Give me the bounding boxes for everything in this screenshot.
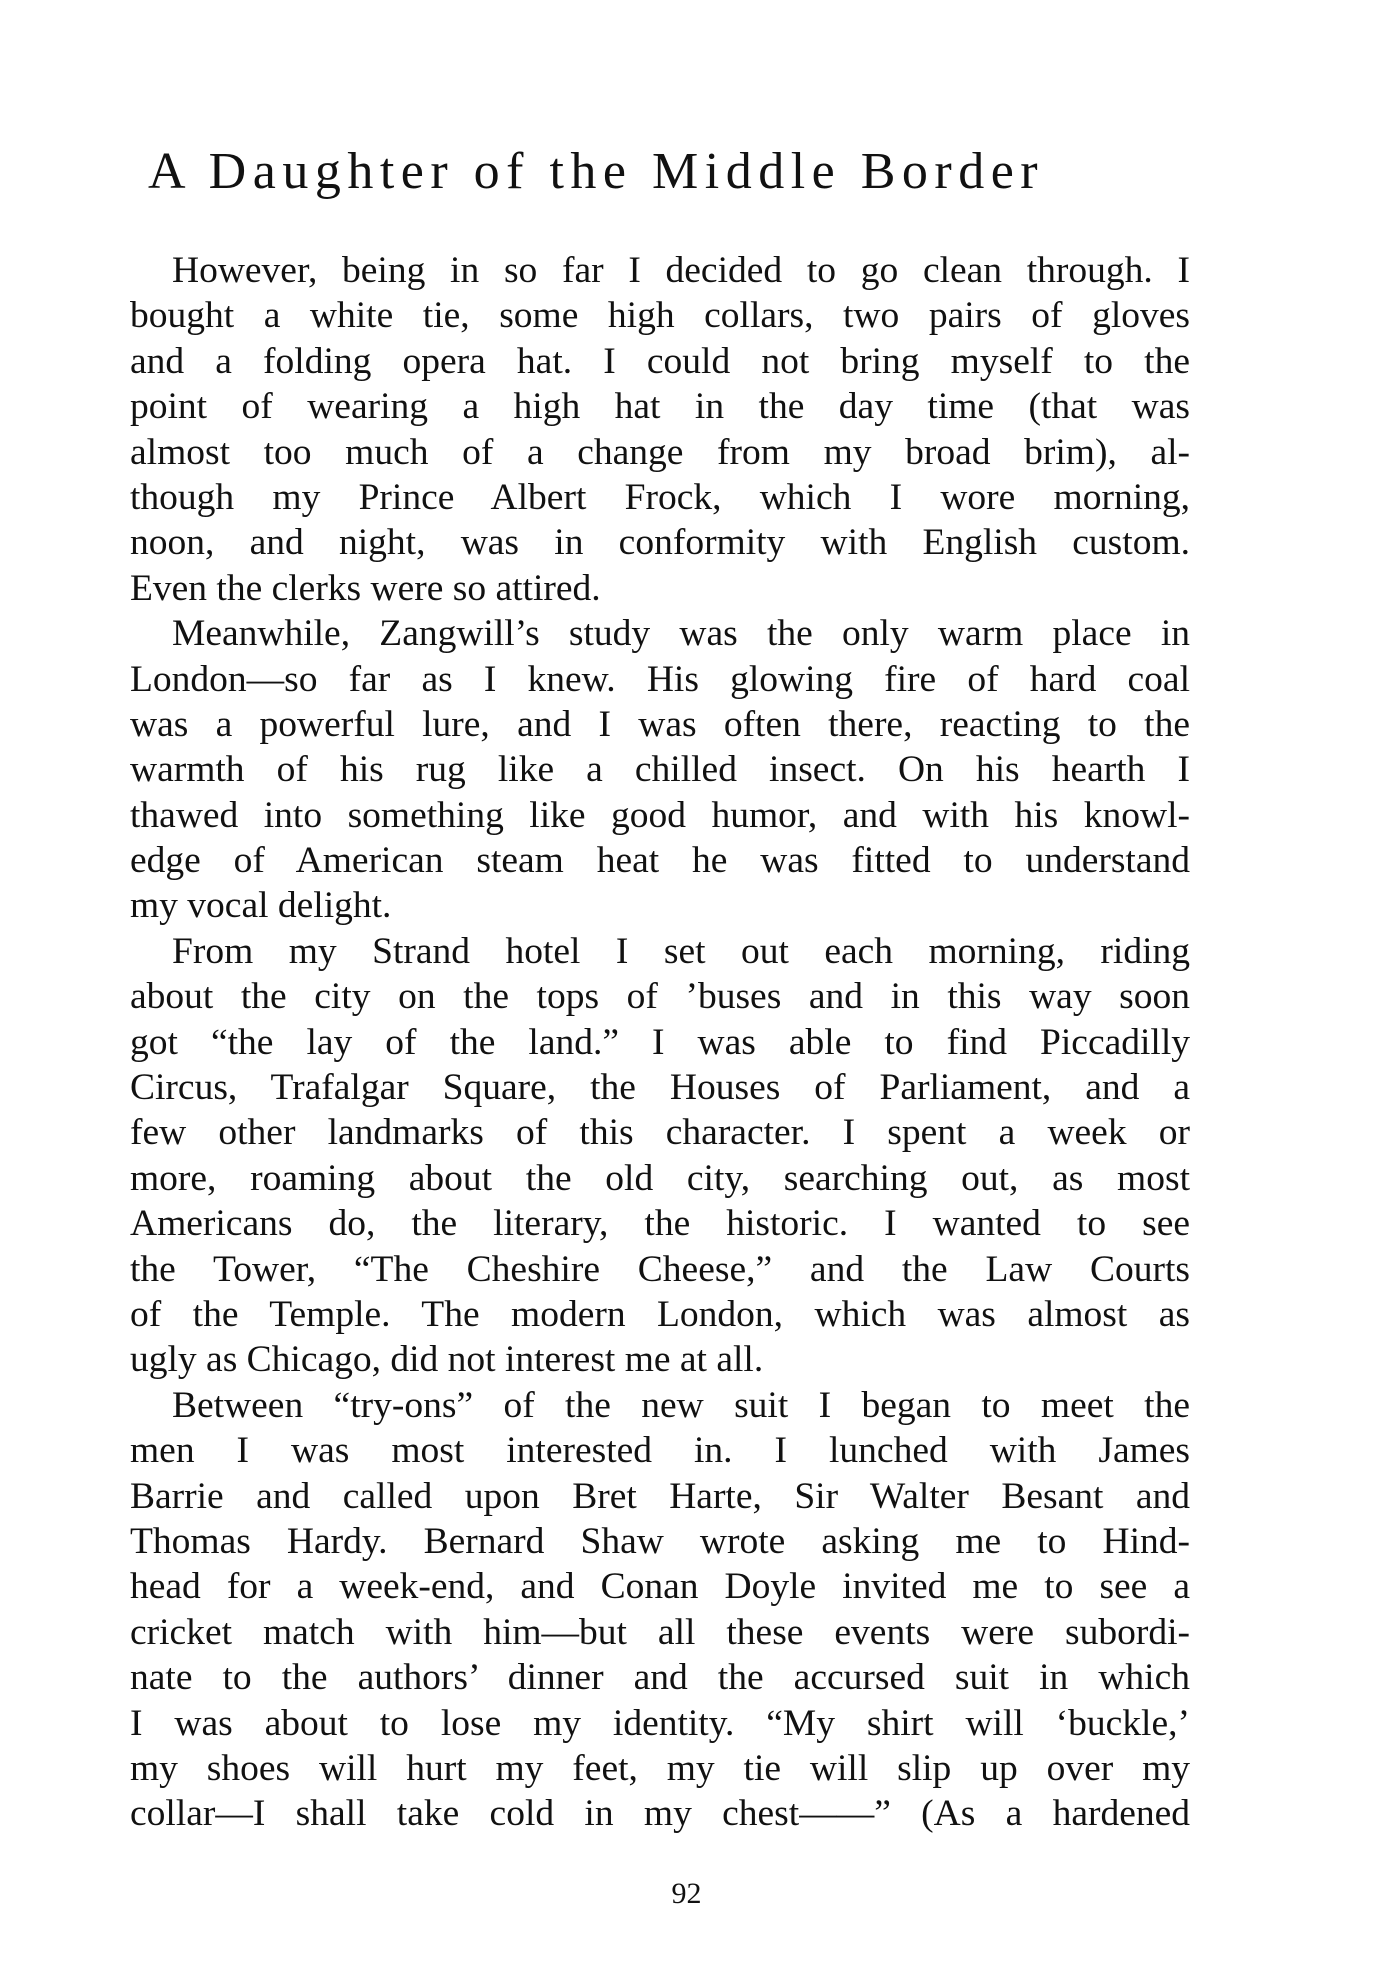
text-line: the Tower, “The Cheshire Cheese,” and the Law Courts [130, 1248, 1190, 1290]
text-line: Barrie and called upon Bret Harte, Sir Walter Besant and [130, 1475, 1190, 1517]
text-line: collar—I shall take cold in my chest——” (As a hardened [130, 1793, 1190, 1835]
body-text [130, 248, 1190, 1837]
text-line: though my Prince Albert Frock, which I wore morning, [130, 476, 1190, 518]
text-line: and a folding opera hat. I could not bring myself to the [130, 340, 1190, 382]
running-head: A Daughter of the Middle Border [148, 143, 1045, 200]
text-line: Between “try-ons” of the new suit I began to meet the [172, 1384, 1190, 1426]
text-line: Circus, Trafalgar Square, the Houses of Parliament, and a [130, 1067, 1190, 1109]
paragraph [130, 611, 1190, 929]
text-line: Meanwhile, Zangwill’s study was the only warm place in [172, 613, 1190, 655]
text-line: more, roaming about the old city, searching out, as most [130, 1157, 1190, 1199]
text-line: I was about to lose my identity. “My shirt will ‘buckle,’ [130, 1702, 1190, 1744]
text-line: head for a week-end, and Conan Doyle invited me to see a [130, 1566, 1190, 1608]
text-line: London—so far as I knew. His glowing fire of hard coal [130, 658, 1190, 700]
text-line: about the city on the tops of ’buses and in this way soon [130, 976, 1190, 1018]
paragraph [130, 1383, 1190, 1837]
text-line: thawed into something like good humor, and with his knowl- [130, 794, 1190, 836]
text-line: warmth of his rug like a chilled insect. On his hearth I [130, 749, 1190, 791]
text-line: However, being in so far I decided to go clean through. I [172, 250, 1190, 291]
text-line: Even the clerks were so attired. [130, 567, 601, 609]
text-line: ugly as Chicago, did not interest me at all. [130, 1339, 764, 1381]
text-line: Americans do, the literary, the historic. I wanted to see [130, 1203, 1190, 1245]
text-line: edge of American steam heat he was fitted to understand [130, 840, 1190, 882]
paragraph [130, 929, 1190, 1383]
text-line: almost too much of a change from my broad brim), al- [130, 431, 1190, 473]
text-line: Thomas Hardy. Bernard Shaw wrote asking me to Hind- [130, 1520, 1190, 1562]
text-line: got “the lay of the land.” I was able to find Piccadilly [130, 1021, 1190, 1063]
page-number: 92 [671, 1877, 702, 1910]
text-line: bought a white tie, some high collars, two pairs of gloves [130, 295, 1190, 337]
text-line: noon, and night, was in conformity with English custom. [130, 522, 1190, 564]
text-line: From my Strand hotel I set out each morning, riding [172, 930, 1190, 972]
text-line: my shoes will hurt my feet, my tie will slip up over my [130, 1747, 1190, 1789]
text-line: my vocal delight. [130, 885, 392, 927]
paragraph [130, 248, 1190, 611]
text-line: was a powerful lure, and I was often there, reacting to the [130, 703, 1190, 745]
text-line: nate to the authors’ dinner and the accursed suit in which [130, 1657, 1190, 1699]
text-line: point of wearing a high hat in the day time (that was [130, 386, 1190, 428]
text-line: men I was most interested in. I lunched with James [130, 1430, 1190, 1472]
text-line: few other landmarks of this character. I spent a week or [130, 1112, 1190, 1154]
text-line: of the Temple. The modern London, which was almost as [130, 1293, 1190, 1335]
text-line: cricket match with him—but all these events were subordi- [130, 1611, 1190, 1653]
